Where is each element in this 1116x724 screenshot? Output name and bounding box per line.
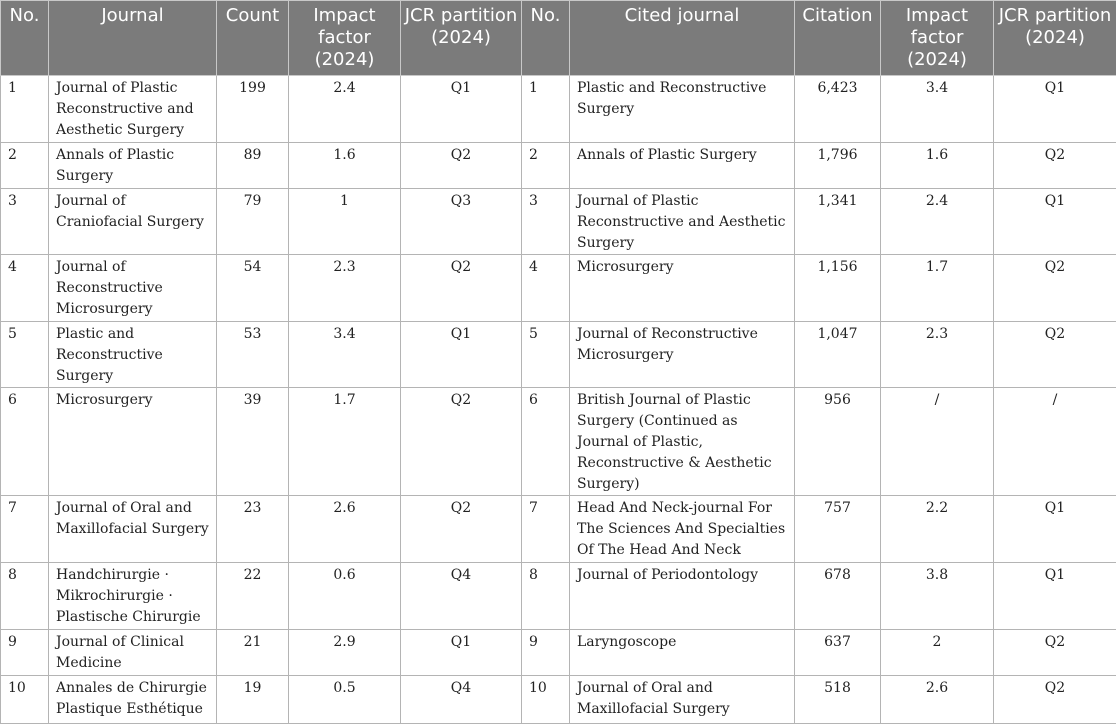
- cell-impact-factor-cited: 3.8: [881, 563, 994, 630]
- cell-citation: 1,156: [795, 255, 881, 322]
- cell-jcr-cited: Q2: [994, 630, 1116, 676]
- table-body: [1, 76, 1116, 724]
- cell-impact-factor: 3.4: [289, 322, 401, 388]
- cell-cited-journal: Head And Neck-journal For The Sciences And Specialties Of The Head And Neck: [570, 496, 795, 563]
- header-citation: Citation: [795, 1, 881, 76]
- table-row: [1, 255, 1116, 322]
- cell-no-cited: 3: [522, 189, 570, 255]
- header-count: Count: [217, 1, 289, 76]
- cell-count: 22: [217, 563, 289, 630]
- cell-journal: Journal of Oral and Maxillofacial Surgery: [49, 496, 217, 563]
- cell-impact-factor: 2.3: [289, 255, 401, 322]
- cell-journal: Plastic and Reconstructive Surgery: [49, 322, 217, 388]
- cell-no-cited: 8: [522, 563, 570, 630]
- cell-no: 7: [1, 496, 49, 563]
- cell-journal: Journal of Craniofacial Surgery: [49, 189, 217, 255]
- cell-no-cited: 4: [522, 255, 570, 322]
- cell-impact-factor: 2.4: [289, 76, 401, 143]
- cell-cited-journal: Laryngoscope: [570, 630, 795, 676]
- cell-cited-journal: Microsurgery: [570, 255, 795, 322]
- header-impact-factor-cited: Impact factor (2024): [881, 1, 994, 76]
- cell-impact-factor: 0.5: [289, 676, 401, 724]
- cell-no: 2: [1, 143, 49, 189]
- cell-citation: 1,796: [795, 143, 881, 189]
- cell-no: 4: [1, 255, 49, 322]
- cell-cited-journal: British Journal of Plastic Surgery (Continued as Journal of Plastic, Reconstructive & Aesthetic Surgery): [570, 388, 795, 496]
- cell-jcr: Q2: [401, 143, 522, 189]
- header-journal: Journal: [49, 1, 217, 76]
- cell-jcr: Q1: [401, 76, 522, 143]
- cell-cited-journal: Annals of Plastic Surgery: [570, 143, 795, 189]
- cell-cited-journal: Journal of Periodontology: [570, 563, 795, 630]
- cell-citation: 1,047: [795, 322, 881, 388]
- cell-no-cited: 1: [522, 76, 570, 143]
- cell-impact-factor-cited: 2.2: [881, 496, 994, 563]
- cell-impact-factor: 1.7: [289, 388, 401, 496]
- table-row: [1, 189, 1116, 255]
- cell-jcr: Q2: [401, 388, 522, 496]
- cell-count: 89: [217, 143, 289, 189]
- cell-impact-factor-cited: 3.4: [881, 76, 994, 143]
- cell-jcr-cited: Q2: [994, 255, 1116, 322]
- cell-count: 199: [217, 76, 289, 143]
- header-cited-journal: Cited journal: [570, 1, 795, 76]
- cell-citation: 1,341: [795, 189, 881, 255]
- header-no: No.: [1, 1, 49, 76]
- cell-cited-journal: Journal of Reconstructive Microsurgery: [570, 322, 795, 388]
- cell-count: 19: [217, 676, 289, 724]
- cell-impact-factor-cited: 2.3: [881, 322, 994, 388]
- cell-no-cited: 9: [522, 630, 570, 676]
- cell-impact-factor-cited: 1.7: [881, 255, 994, 322]
- cell-citation: 6,423: [795, 76, 881, 143]
- cell-citation: 757: [795, 496, 881, 563]
- header-no-cited: No.: [522, 1, 570, 76]
- cell-jcr-cited: Q2: [994, 143, 1116, 189]
- cell-jcr: Q1: [401, 630, 522, 676]
- cell-impact-factor: 1.6: [289, 143, 401, 189]
- table-row: [1, 496, 1116, 563]
- cell-journal: Annales de Chirurgie Plastique Esthétique: [49, 676, 217, 724]
- cell-impact-factor: 2.6: [289, 496, 401, 563]
- cell-count: 39: [217, 388, 289, 496]
- cell-count: 21: [217, 630, 289, 676]
- table-header: [1, 1, 1116, 76]
- table-row: [1, 322, 1116, 388]
- cell-no-cited: 2: [522, 143, 570, 189]
- cell-no: 8: [1, 563, 49, 630]
- cell-no-cited: 10: [522, 676, 570, 724]
- cell-journal: Journal of Clinical Medicine: [49, 630, 217, 676]
- cell-journal: Microsurgery: [49, 388, 217, 496]
- cell-count: 53: [217, 322, 289, 388]
- header-impact-factor: Impact factor (2024): [289, 1, 401, 76]
- cell-jcr: Q1: [401, 322, 522, 388]
- cell-citation: 678: [795, 563, 881, 630]
- table-row: [1, 388, 1116, 496]
- cell-jcr-cited: Q1: [994, 189, 1116, 255]
- cell-impact-factor-cited: /: [881, 388, 994, 496]
- cell-no: 6: [1, 388, 49, 496]
- table-row: [1, 76, 1116, 143]
- cell-journal: Journal of Plastic Reconstructive and Aesthetic Surgery: [49, 76, 217, 143]
- cell-count: 79: [217, 189, 289, 255]
- cell-no: 5: [1, 322, 49, 388]
- cell-no: 1: [1, 76, 49, 143]
- table-row: [1, 630, 1116, 676]
- cell-journal: Handchirurgie · Mikrochirurgie · Plastische Chirurgie: [49, 563, 217, 630]
- cell-no: 10: [1, 676, 49, 724]
- cell-count: 54: [217, 255, 289, 322]
- cell-no-cited: 5: [522, 322, 570, 388]
- cell-impact-factor: 1: [289, 189, 401, 255]
- cell-citation: 637: [795, 630, 881, 676]
- cell-jcr: Q2: [401, 255, 522, 322]
- cell-citation: 518: [795, 676, 881, 724]
- cell-jcr-cited: /: [994, 388, 1116, 496]
- cell-no-cited: 6: [522, 388, 570, 496]
- cell-impact-factor: 0.6: [289, 563, 401, 630]
- cell-cited-journal: Journal of Oral and Maxillofacial Surgery: [570, 676, 795, 724]
- cell-impact-factor-cited: 2: [881, 630, 994, 676]
- table-row: [1, 143, 1116, 189]
- cell-jcr: Q2: [401, 496, 522, 563]
- cell-jcr-cited: Q1: [994, 76, 1116, 143]
- cell-impact-factor-cited: 2.6: [881, 676, 994, 724]
- table-row: [1, 563, 1116, 630]
- cell-journal: Journal of Reconstructive Microsurgery: [49, 255, 217, 322]
- cell-impact-factor-cited: 1.6: [881, 143, 994, 189]
- header-jcr-partition-cited: JCR partition (2024): [994, 1, 1116, 76]
- cell-impact-factor-cited: 2.4: [881, 189, 994, 255]
- cell-jcr-cited: Q2: [994, 322, 1116, 388]
- cell-jcr-cited: Q2: [994, 676, 1116, 724]
- cell-citation: 956: [795, 388, 881, 496]
- cell-jcr-cited: Q1: [994, 496, 1116, 563]
- cell-jcr: Q3: [401, 189, 522, 255]
- cell-impact-factor: 2.9: [289, 630, 401, 676]
- cell-jcr-cited: Q1: [994, 563, 1116, 630]
- cell-jcr: Q4: [401, 563, 522, 630]
- cell-count: 23: [217, 496, 289, 563]
- header-row: [1, 1, 1116, 76]
- cell-no: 9: [1, 630, 49, 676]
- cell-no-cited: 7: [522, 496, 570, 563]
- cell-cited-journal: Journal of Plastic Reconstructive and Aesthetic Surgery: [570, 189, 795, 255]
- table-row: [1, 676, 1116, 724]
- header-jcr-partition: JCR partition (2024): [401, 1, 522, 76]
- cell-jcr: Q4: [401, 676, 522, 724]
- cell-journal: Annals of Plastic Surgery: [49, 143, 217, 189]
- cell-cited-journal: Plastic and Reconstructive Surgery: [570, 76, 795, 143]
- cell-no: 3: [1, 189, 49, 255]
